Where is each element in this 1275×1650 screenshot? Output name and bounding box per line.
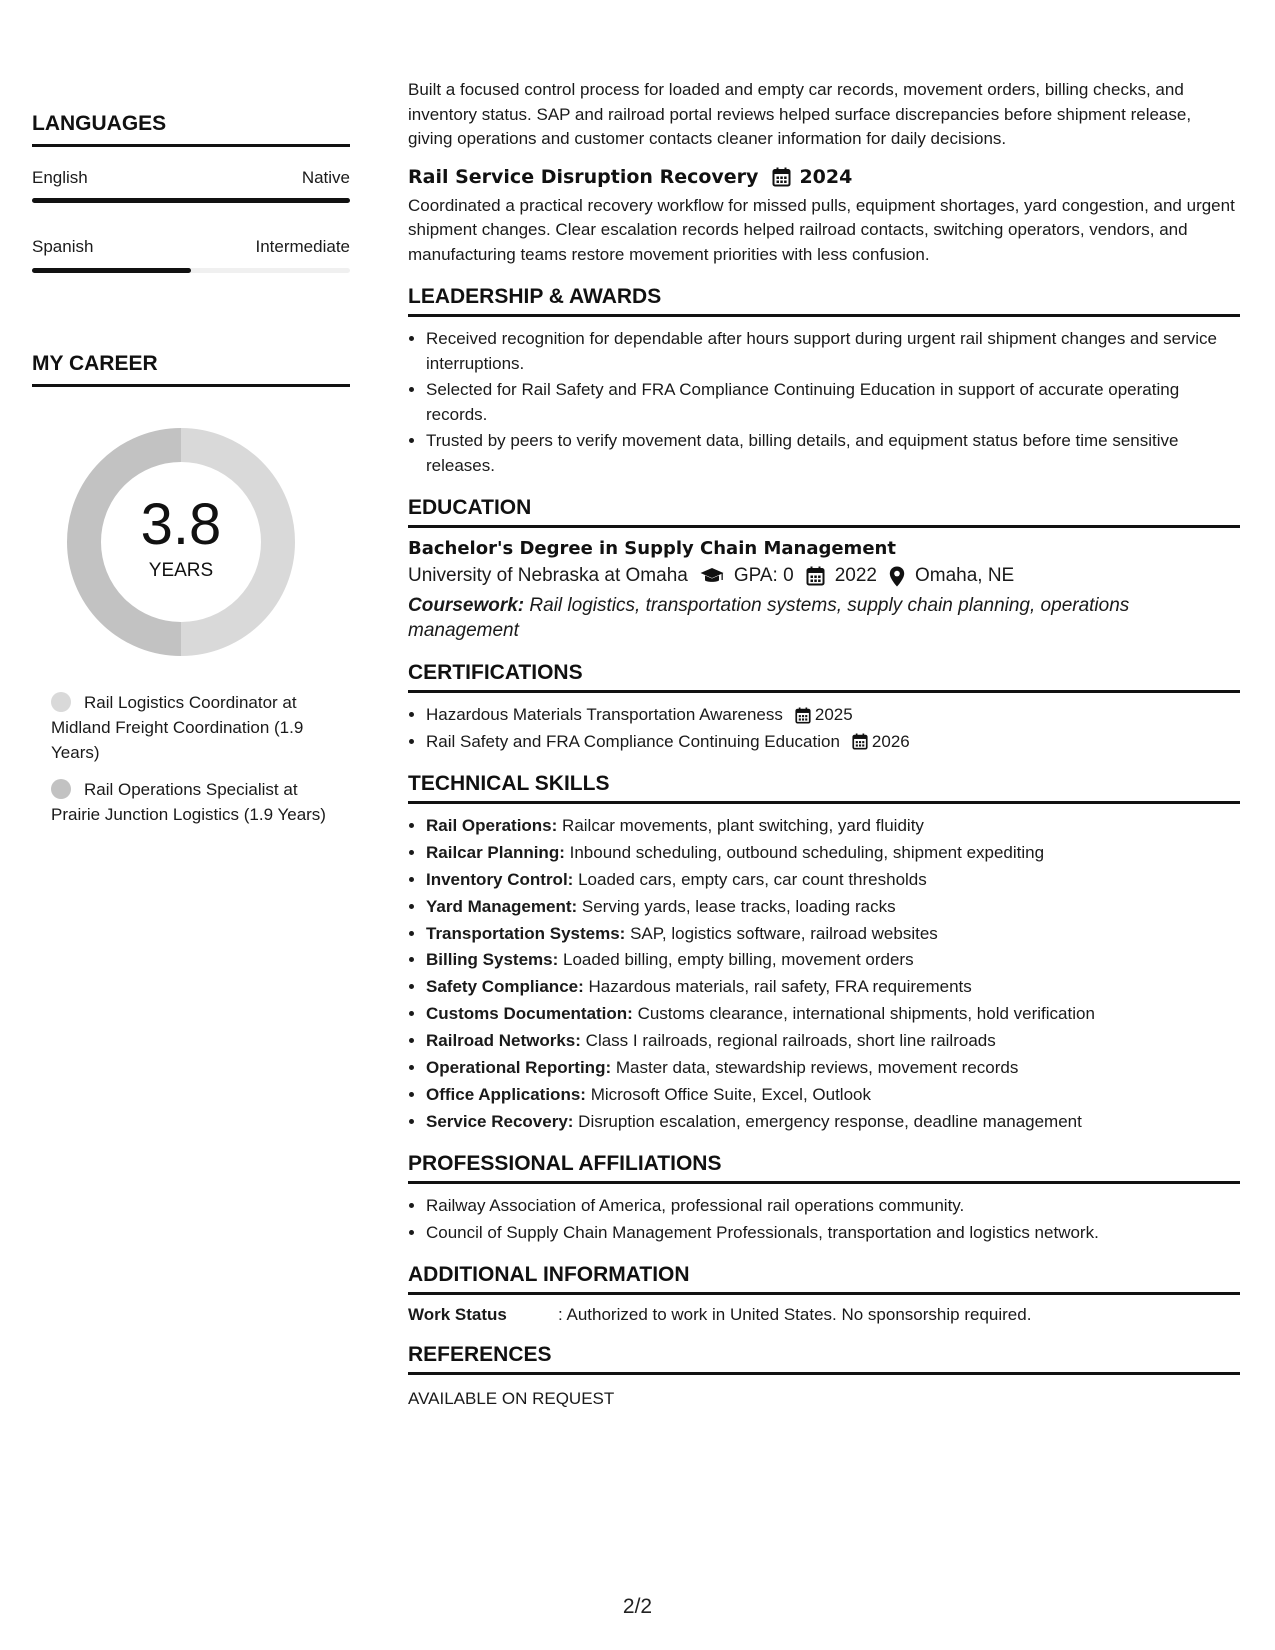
legend-dot-icon — [51, 692, 71, 712]
project-description: Coordinated a practical recovery workflow for missed pulls, equipment shortages, yard congestion, and urgent shipment changes. Clear escalation records helped railroad contacts, switching operators, vendors, and manufacturing teams restore movement priorities with less confusion. — [408, 195, 1235, 264]
certification-year: 2025 — [814, 705, 853, 724]
list-item — [426, 703, 1240, 728]
list-item: • Council of Supply Chain Management Professionals, transportation and logistics network. — [426, 1221, 1240, 1246]
map-pin-icon — [889, 566, 905, 587]
skill-item — [426, 1056, 1240, 1081]
languages-title: LANGUAGES — [32, 112, 350, 147]
skill-label: Railroad Networks: — [426, 1031, 581, 1051]
career-total-unit: YEARS — [148, 560, 214, 581]
skill-item — [426, 841, 1240, 866]
skill-value: Microsoft Office Suite, Excel, Outlook — [590, 1084, 871, 1104]
list-item: • Selected for Rail Safety and FRA Compliance Continuing Education in support of accurate operating records. — [426, 378, 1240, 427]
skill-value: Loaded billing, empty billing, movement orders — [563, 950, 914, 970]
language-name: Spanish — [32, 237, 94, 256]
education-title: EDUCATION — [408, 496, 1240, 528]
education-details — [408, 565, 1240, 587]
references-text: AVAILABLE ON REQUEST — [408, 1389, 615, 1409]
education-gpa: GPA: 0 — [733, 565, 794, 586]
certifications-title: CERTIFICATIONS — [408, 661, 1240, 693]
career-total — [67, 428, 295, 656]
list-item: • Received recognition for dependable after hours support during urgent rail shipment changes and service interruptions. — [426, 327, 1240, 376]
skill-value: Inbound scheduling, outbound scheduling, shipment expediting — [569, 842, 1045, 862]
references-title: REFERENCES — [408, 1343, 1240, 1375]
skill-item — [426, 814, 1240, 839]
skill-value: Hazardous materials, rail safety, FRA requirements — [588, 977, 972, 997]
certification-name: • Hazardous Materials Transportation Awareness — [426, 705, 783, 724]
career-list — [51, 690, 341, 839]
graduation-cap-icon — [700, 567, 724, 585]
skill-value: SAP, logistics software, railroad websites — [630, 923, 938, 943]
skill-label: Inventory Control: — [426, 869, 574, 889]
skill-item — [426, 1110, 1240, 1135]
leadership-title: LEADERSHIP & AWARDS — [408, 285, 1240, 317]
language-row — [32, 168, 350, 188]
project-year: 2024 — [799, 165, 853, 188]
skill-value: Disruption escalation, emergency response, deadline management — [578, 1111, 1082, 1131]
calendar-icon — [852, 733, 868, 750]
list-item: • Railway Association of America, professional rail operations community. — [426, 1194, 1240, 1219]
skill-label: Transportation Systems: — [426, 923, 626, 943]
language-row — [32, 237, 350, 257]
certification-name: • Rail Safety and FRA Compliance Continuing Education — [426, 731, 840, 751]
additional-info-title: ADDITIONAL INFORMATION — [408, 1263, 1240, 1295]
skill-item — [426, 948, 1240, 973]
certification-year: 2026 — [871, 731, 910, 751]
skill-value: Railcar movements, plant switching, yard fluidity — [562, 816, 924, 835]
skill-item — [426, 1029, 1240, 1054]
coursework-label: Coursework: — [408, 595, 525, 616]
education-year: 2022 — [834, 565, 877, 586]
skill-label: Office Applications: — [426, 1084, 586, 1104]
language-bar-fill — [32, 268, 191, 273]
skill-item — [426, 975, 1240, 1000]
list-item — [426, 730, 1240, 755]
skill-item — [426, 922, 1240, 947]
skills-title: TECHNICAL SKILLS — [408, 772, 1240, 804]
leadership-list — [408, 327, 1240, 478]
work-status-label: Work Status — [408, 1305, 507, 1325]
skill-item — [426, 1083, 1240, 1108]
project-header — [408, 166, 1240, 188]
skill-label: Rail Operations: — [426, 816, 558, 835]
education-degree: Bachelor's Degree in Supply Chain Management — [408, 538, 896, 559]
skill-label: Operational Reporting: — [426, 1058, 612, 1078]
career-total-value: 3.8 — [140, 492, 222, 557]
work-status-value: : Authorized to work in United States. No sponsorship required. — [558, 1305, 1032, 1325]
career-item — [51, 690, 341, 765]
skill-value: Serving yards, lease tracks, loading racks — [581, 896, 896, 916]
skill-value: Master data, stewardship reviews, movement records — [615, 1058, 1019, 1078]
affiliations-list — [408, 1194, 1240, 1245]
skill-label: Customs Documentation: — [426, 1004, 633, 1024]
education-location: Omaha, NE — [914, 565, 1015, 586]
career-title: MY CAREER — [32, 352, 350, 387]
language-bar — [32, 198, 350, 203]
project-title: Rail Service Disruption Recovery — [408, 165, 759, 188]
additional-info-row — [408, 1305, 1240, 1325]
education-school: University of Nebraska at Omaha — [408, 565, 688, 586]
skills-list — [408, 814, 1240, 1134]
calendar-icon — [795, 707, 811, 724]
education-coursework — [408, 593, 1240, 643]
project-description: Built a focused control process for loaded and empty car records, movement orders, billing checks, and inventory status. SAP and railroad portal reviews helped surface discrepancies before shipment release, giving operations and customer contacts cleaner information for daily decisions. — [408, 80, 1192, 148]
career-item-text: Rail Logistics Coordinator at Midland Freight Coordination (1.9 Years) — [51, 693, 304, 762]
certifications-list — [408, 703, 1240, 754]
skill-label: Billing Systems: — [426, 950, 559, 970]
page-number: 2/2 — [622, 1595, 653, 1618]
list-item: • Trusted by peers to verify movement data, billing details, and equipment status before time sensitive releases. — [426, 429, 1240, 478]
skill-label: Service Recovery: — [426, 1111, 574, 1131]
legend-dot-icon — [51, 779, 71, 799]
skill-item — [426, 1002, 1240, 1027]
main-content — [408, 78, 1240, 1409]
language-name: English — [32, 168, 88, 187]
language-level: Intermediate — [255, 237, 350, 256]
skill-value: Loaded cars, empty cars, car count thresholds — [578, 869, 927, 889]
skill-value: Customs clearance, international shipments, hold verification — [637, 1004, 1095, 1024]
calendar-icon — [806, 566, 825, 586]
coursework-text: Rail logistics, transportation systems, supply chain planning, operations management — [408, 595, 1130, 641]
career-item-text: Rail Operations Specialist at Prairie Junction Logistics (1.9 Years) — [51, 780, 326, 824]
skill-label: Yard Management: — [426, 896, 578, 916]
skill-value: Class I railroads, regional railroads, short line railroads — [585, 1031, 996, 1051]
career-item — [51, 777, 341, 827]
skill-item — [426, 895, 1240, 920]
language-bar — [32, 268, 350, 273]
affiliations-title: PROFESSIONAL AFFILIATIONS — [408, 1152, 1240, 1184]
skill-label: Railcar Planning: — [426, 842, 565, 862]
calendar-icon — [772, 167, 791, 187]
language-level: Native — [301, 168, 350, 187]
skill-label: Safety Compliance: — [426, 977, 584, 997]
skill-item — [426, 868, 1240, 893]
language-bar-fill — [32, 198, 350, 203]
